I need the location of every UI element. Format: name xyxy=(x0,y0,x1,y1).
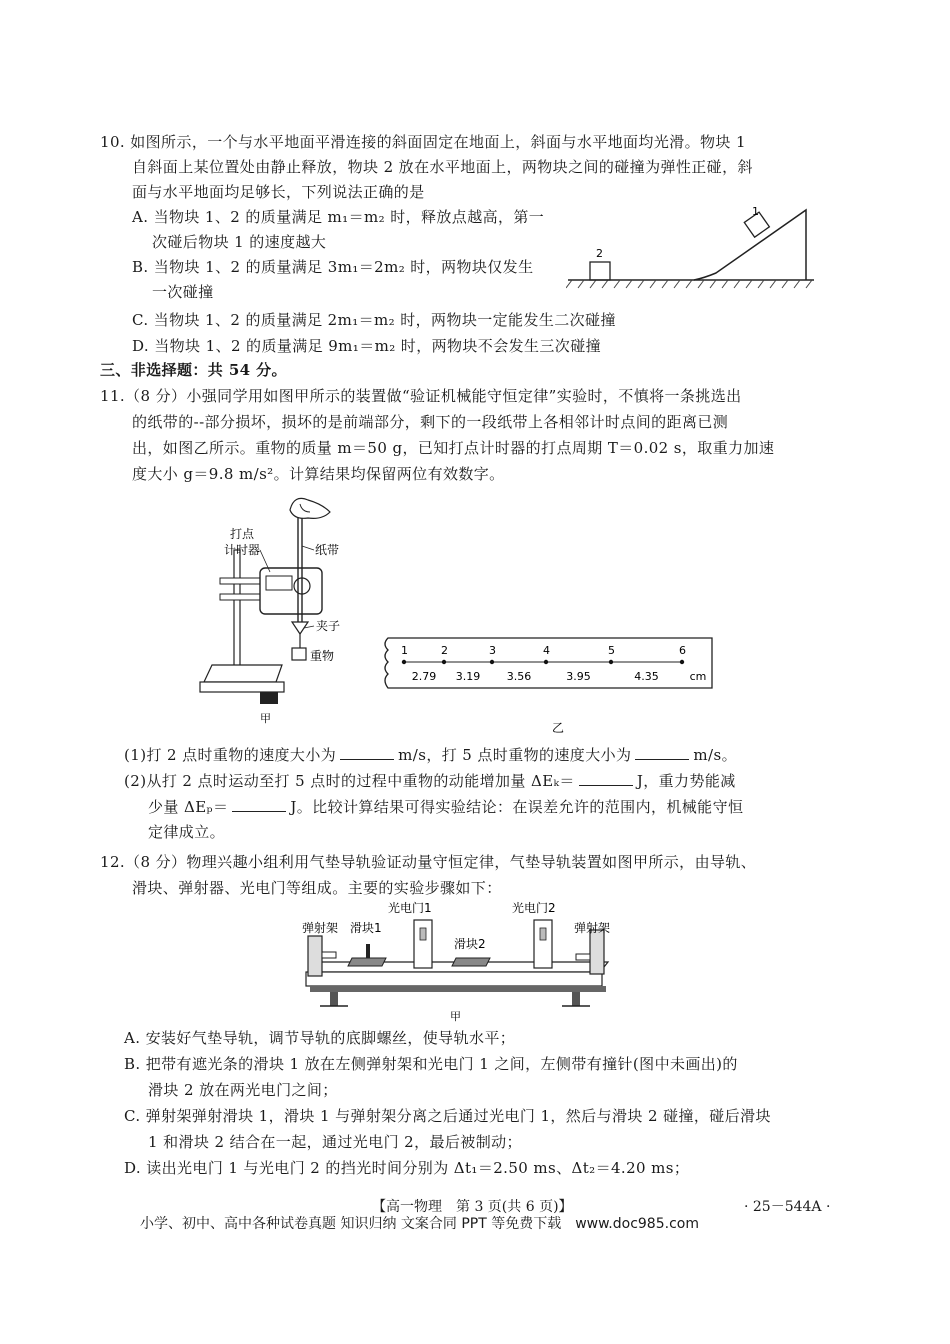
q12-stem-line2: 滑块、弹射器、光电门等组成。主要的实验步骤如下： xyxy=(132,879,502,897)
q11-stem-line3: 出，如图乙所示。重物的质量 m＝50 g，已知打点计时器的打点周期 T＝0.02 s，取重力加速 xyxy=(132,439,775,457)
q10-option-b: B. 当物块 1、2 的质量满足 3m₁＝2m₂ 时，两物块仅发生 xyxy=(132,258,534,276)
tape-point-label: 3 xyxy=(489,644,496,657)
q10-option-a-cont: 次碰后物块 1 的速度越大 xyxy=(152,233,327,251)
fig-b-caption: 乙 xyxy=(552,721,565,735)
tape-point-label: 5 xyxy=(608,644,615,657)
page-footer: 【高一物理 第 3 页(共 6 页)】 xyxy=(372,1199,573,1215)
q10-incline-figure xyxy=(566,200,826,295)
q12-stem-line1: 12.（8 分）物理兴趣小组利用气垫导轨验证动量守恒定律，气垫导轨装置如图甲所示，由导轨、 xyxy=(100,853,757,871)
fig-a-caption: 甲 xyxy=(260,712,271,725)
q11-part2 xyxy=(124,771,736,791)
q10-stem-line2: 自斜面上某位置处由静止释放，物块 2 放在水平地面上，两物块之间的碰撞为弹性正碰，斜 xyxy=(132,158,753,176)
q10-option-c: C. 当物块 1、2 的质量满足 2m₁＝m₂ 时，两物块一定能发生二次碰撞 xyxy=(132,311,616,329)
tape-distance-label: 3.19 xyxy=(455,670,481,683)
q11-part2-text-b: J，重力势能减 xyxy=(636,772,736,790)
launcher-right xyxy=(590,930,604,974)
q11-part2-text-d: J。比较计算结果可得实验结论：在误差允许的范围内，机械能守恒 xyxy=(290,798,744,816)
q11-stem-line2: 的纸带的--部分损坏，损坏的是前端部分，剩下的一段纸带上各相邻计时点间的距离已测 xyxy=(132,413,729,431)
timer-box xyxy=(260,568,322,614)
q11-apparatus-figure xyxy=(190,490,370,730)
tape-distance-label: 3.56 xyxy=(506,670,532,683)
label-timer-2: 计时器 xyxy=(224,543,261,557)
section-three-heading: 三、非选择题：共 54 分。 xyxy=(100,361,287,379)
slider-2 xyxy=(452,958,490,966)
tape-point-label: 4 xyxy=(543,644,550,657)
q11-blank-ep[interactable] xyxy=(232,797,286,812)
label-weight: 重物 xyxy=(310,649,335,663)
tape-point xyxy=(402,660,406,664)
q11-part1-text-a: (1)打 2 点时重物的速度大小为 xyxy=(124,746,337,764)
block-2-label: 2 xyxy=(596,247,603,260)
exam-code: · 25－544A · xyxy=(744,1199,831,1215)
q10-option-d: D. 当物块 1、2 的质量满足 9m₁＝m₂ 时，两物块不会发生三次碰撞 xyxy=(132,337,602,355)
tape-distance-label: 4.35 xyxy=(634,670,659,683)
q11-part1 xyxy=(124,745,737,765)
q12-step-d: D. 读出光电门 1 与光电门 2 的挡光时间分别为 Δt₁＝2.50 ms、Δt₂＝4.20 ms； xyxy=(124,1159,690,1177)
tape-point xyxy=(442,660,446,664)
tape-distance-label: 3.95 xyxy=(566,670,591,683)
q11-part1-text-c: m/s。 xyxy=(693,746,737,764)
q12-step-c: C. 弹射架弹射滑块 1，滑块 1 与弹射架分离之后通过光电门 1，然后与滑块 2 碰撞，碰后滑块 xyxy=(124,1107,771,1125)
block-1-label: 1 xyxy=(752,205,759,218)
tape-point xyxy=(680,660,684,664)
q10-option-a: A. 当物块 1、2 的质量满足 m₁＝m₂ 时，释放点越高，第一 xyxy=(132,208,545,226)
q11-stem-line1: 11.（8 分）小强同学用如图甲所示的装置做“验证机械能守恒定律”实验时，不慎将一条挑选出 xyxy=(100,387,742,405)
q11-blank-ek[interactable] xyxy=(579,771,633,786)
tape-point-label: 1 xyxy=(401,644,408,657)
label-clip: 夹子 xyxy=(316,619,341,633)
tape-point-label: 2 xyxy=(441,644,448,657)
label-launcher-left: 弹射架 xyxy=(302,921,339,935)
tape-point xyxy=(490,660,494,664)
label-gate-2: 光电门2 xyxy=(512,901,556,915)
q11-part2-cont xyxy=(148,797,743,817)
q11-part2-text-a: (2)从打 2 点时运动至打 5 点时的过程中重物的动能增加量 ΔEₖ＝ xyxy=(124,772,575,790)
q12-step-b: B. 把带有遮光条的滑块 1 放在左侧弹射架和光电门 1 之间，左侧带有撞针(图中未画出)的 xyxy=(124,1055,738,1073)
q11-blank-v2[interactable] xyxy=(340,745,394,760)
q12-fig-caption: 甲 xyxy=(450,1010,461,1023)
weight-block xyxy=(292,648,306,660)
q10-option-b-cont: 一次碰撞 xyxy=(152,283,214,301)
label-tape: 纸带 xyxy=(315,543,340,557)
q11-blank-v5[interactable] xyxy=(635,745,689,760)
q11-stem-line4: 度大小 g＝9.8 m/s²。计算结果均保留两位有效数字。 xyxy=(132,465,505,483)
tape-point xyxy=(609,660,613,664)
q10-stem-line3: 面与水平地面均足够长，下列说法正确的是 xyxy=(132,183,425,201)
tape-point-label: 6 xyxy=(679,644,686,657)
photogate-2 xyxy=(534,920,552,968)
block-2 xyxy=(590,262,610,280)
photogate-1 xyxy=(414,920,432,968)
label-gate-1: 光电门1 xyxy=(388,901,432,915)
slider-1 xyxy=(348,958,386,966)
launcher-left xyxy=(308,936,322,976)
q12-step-a: A. 安装好气垫导轨，调节导轨的底脚螺丝，使导轨水平； xyxy=(124,1029,516,1047)
q11-tape-figure xyxy=(380,636,720,746)
promo-banner[interactable]: 小学、初中、高中各种试卷真题 知识归纳 文案合同 PPT 等免费下载 www.doc985.com xyxy=(140,1216,699,1232)
tape-point xyxy=(544,660,548,664)
label-slider-2: 滑块2 xyxy=(454,937,486,951)
label-slider-1: 滑块1 xyxy=(350,921,382,935)
q12-step-c-cont: 1 和滑块 2 结合在一起，通过光电门 2，最后被制动； xyxy=(148,1133,522,1151)
q11-part1-text-b: m/s，打 5 点时重物的速度大小为 xyxy=(398,746,632,764)
q12-step-b-cont: 滑块 2 放在两光电门之间； xyxy=(148,1081,338,1099)
label-timer-1: 打点 xyxy=(230,527,255,541)
q11-part2-end: 定律成立。 xyxy=(148,823,226,841)
tape-unit-label: cm xyxy=(689,670,707,683)
label-launcher-right: 弹射架 xyxy=(574,921,611,935)
q12-airtrack-figure xyxy=(290,900,630,1024)
tape-distance-label: 2.79 xyxy=(411,670,437,683)
q11-part2-text-c: 少量 ΔEₚ＝ xyxy=(148,798,229,816)
q10-stem-line1: 10. 如图所示，一个与水平地面平滑连接的斜面固定在地面上，斜面与水平地面均光滑。物块 1 xyxy=(100,133,746,151)
